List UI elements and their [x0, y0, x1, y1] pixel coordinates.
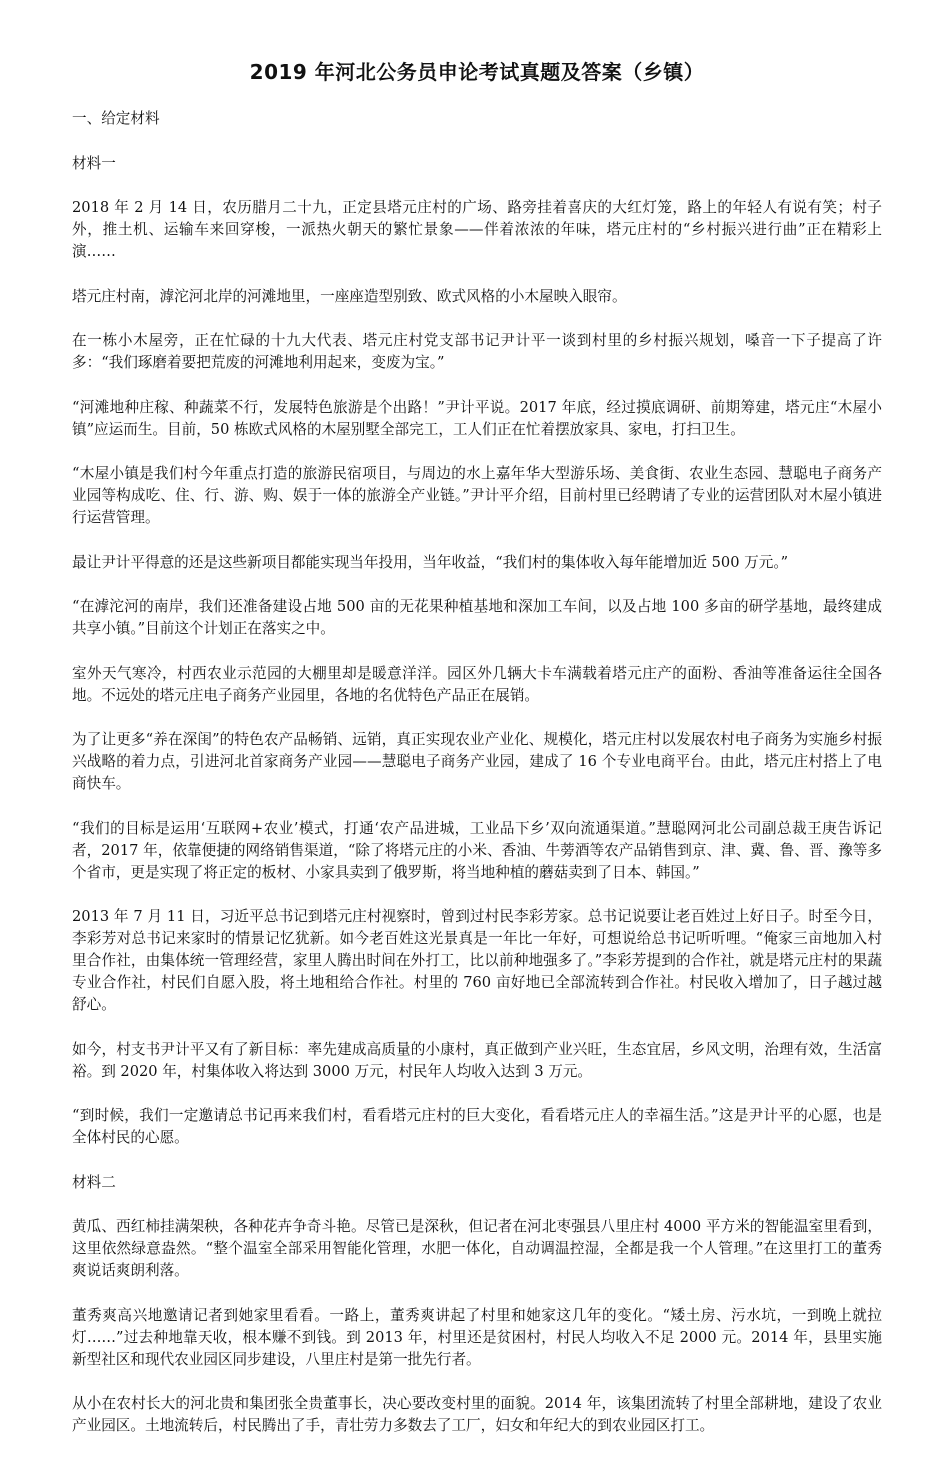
paragraph: “河滩地种庄稼、种蔬菜不行，发展特色旅游是个出路！”尹计平说。2017 年底，经过摸底调研、前期筹建，塔元庄“木屋小镇”应运而生。目前，50 栋欧式风格的木屋别墅全部完工，工人们正在忙着摆放家具、家电，打扫卫生。: [72, 398, 882, 438]
document-body: [72, 108, 882, 1437]
paragraph: 董秀爽高兴地邀请记者到她家里看看。一路上，董秀爽讲起了村里和她家这几年的变化。“矮土房、污水坑，一到晚上就拉灯……”过去种地靠天收，根本赚不到钱。到 2013 年，村里还是贫困村，村民人均收入不足 2000 元。2014 年，县里实施新型社区和现代农业园区同步建设，八里庄村是第一批先行者。: [72, 1306, 882, 1368]
paragraph: 塔元庄村南，滹沱河北岸的河滩地里，一座座造型别致、欧式风格的小木屋映入眼帘。: [72, 287, 627, 305]
paragraph: 黄瓜、西红柿挂满架秧，各种花卉争奇斗艳。尽管已是深秋，但记者在河北枣强县八里庄村 4000 平方米的智能温室里看到，这里依然绿意盎然。“整个温室全部采用智能化管理，水肥一体化，自动调温控湿，全都是我一个人管理。”在这里打工的董秀爽说话爽朗利落。: [72, 1218, 882, 1279]
paragraph: 从小在农村长大的河北贵和集团张全贵董事长，决心要改变村里的面貌。2014 年，该集团流转了村里全部耕地，建设了农业产业园区。土地流转后，村民腾出了手，青壮劳力多数去了工厂，妇女和年纪大的到农业园区打工。: [72, 1395, 882, 1434]
paragraph: 如今，村支书尹计平又有了新目标：率先建成高质量的小康村，真正做到产业兴旺，生态宜居，乡风文明，治理有效，生活富裕。到 2020 年，村集体收入将达到 3000 万元，村民年人均收入达到 3 万元。: [72, 1040, 882, 1080]
paragraph: “我们的目标是运用‘互联网+农业’模式，打通‘农产品进城，工业品下乡’双向流通渠道。”慧聪网河北公司副总裁王庚告诉记者，2017 年，依靠便捷的网络销售渠道，“除了将塔元庄的小米、香油、牛蒡酒等农产品销售到京、津、冀、鲁、晋、豫等多个省市，更是实现了将正定的板材、小家具卖到了俄罗斯，将当地种植的蘑菇卖到了日本、韩国。”: [72, 819, 882, 881]
paragraph: 在一栋小木屋旁，正在忙碌的十九大代表、塔元庄村党支部书记尹计平一谈到村里的乡村振兴规划，嗓音一下子提高了许多：“我们琢磨着要把荒废的河滩地利用起来，变废为宝。”: [72, 332, 882, 371]
paragraph: “在滹沱河的南岸，我们还准备建设占地 500 亩的无花果种植基地和深加工车间，以及占地 100 多亩的研学基地，最终建成共享小镇。”目前这个计划正在落实之中。: [72, 598, 882, 637]
document-title: 2019 年河北公务员申论考试真题及答案（乡镇）: [249, 60, 705, 84]
paragraph: 2018 年 2 月 14 日，农历腊月二十九，正定县塔元庄村的广场、路旁挂着喜庆的大红灯笼，路上的年轻人有说有笑；村子外，推土机、运输车来回穿梭，一派热火朝天的繁忙景象——伴着浓浓的年味，塔元庄村的“乡村振兴进行曲”正在精彩上演……: [72, 199, 882, 260]
material-2-heading: 材料二: [72, 1173, 116, 1191]
paragraph: 最让尹计平得意的还是这些新项目都能实现当年投用，当年收益，“我们村的集体收入每年能增加近 500 万元。”: [72, 553, 789, 571]
paragraph: 为了让更多“养在深闺”的特色农产品畅销、远销，真正实现农业产业化、规模化，塔元庄村以发展农村电子商务为实施乡村振兴战略的着力点，引进河北首家商务产业园——慧聪电子商务产业园，建成了 16 个专业电商平台。由此，塔元庄村搭上了电商快车。: [72, 731, 882, 792]
paragraph: 室外天气寒冷，村西农业示范园的大棚里却是暖意洋洋。园区外几辆大卡车满载着塔元庄产的面粉、香油等准备运往全国各地。不远处的塔元庄电子商务产业园里，各地的名优特色产品正在展销。: [72, 664, 882, 704]
material-1-heading: 材料一: [72, 154, 116, 172]
paragraph: “到时候，我们一定邀请总书记再来我们村，看看塔元庄村的巨大变化，看看塔元庄人的幸福生活。”这是尹计平的心愿，也是全体村民的心愿。: [72, 1107, 882, 1146]
paragraph: 2013 年 7 月 11 日，习近平总书记到塔元庄村视察时，曾到过村民李彩芳家。总书记说要让老百姓过上好日子。时至今日，李彩芳对总书记来家时的情景记忆犹新。如今老百姓这光景真是一年比一年好，可想说给总书记听听哩。“俺家三亩地加入村里合作社，由集体统一管理经营，家里人腾出时间在外打工，比以前种地强多了。”李彩芳提到的合作社，就是塔元庄村的果蔬专业合作社，村民们自愿入股，将土地租给合作社。村里的 760 亩好地已全部流转到合作社。村民收入增加了，日子越过越舒心。: [72, 908, 882, 1013]
paragraph: “木屋小镇是我们村今年重点打造的旅游民宿项目，与周边的水上嘉年华大型游乐场、美食街、农业生态园、慧聪电子商务产业园等构成吃、住、行、游、购、娱于一体的旅游全产业链。”尹计平介绍，目前村里已经聘请了专业的运营团队对木屋小镇进行运营管理。: [72, 465, 882, 526]
document-page: [72, 0, 882, 1460]
section-heading: 一、给定材料: [72, 110, 160, 127]
